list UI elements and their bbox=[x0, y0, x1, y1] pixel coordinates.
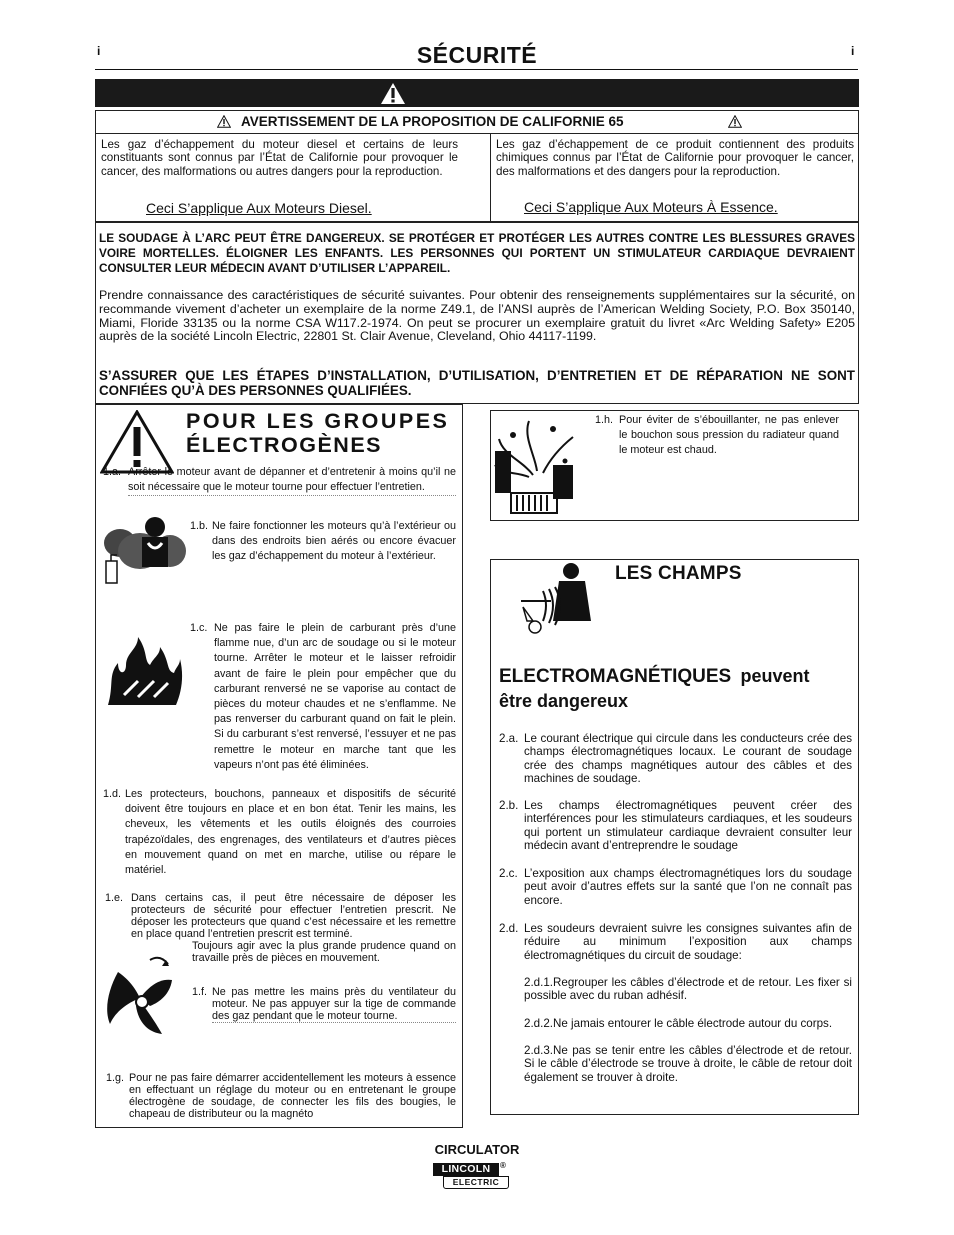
item-2a-number: 2.a. bbox=[499, 732, 519, 745]
item-2d3-text: 2.d.3.Ne pas se tenir entre les câbles d’électrode et de retour. Si le câble d’électrode se trouve à droite, le câble de retour doit également se trouver à droite. bbox=[524, 1044, 852, 1084]
hands-fan-icon bbox=[100, 950, 186, 1040]
radiator-steam-icon bbox=[493, 415, 579, 515]
prop65-heading: AVERTISSEMENT DE LA PROPOSITION DE CALIFORNIE 65 bbox=[241, 114, 624, 129]
qualified-persons-text: S’ASSURER QUE LES ÉTAPES D’INSTALLATION, D’UTILISATION, D’ENTRETIEN ET DE RÉPARATION NE SONT CONFIÉES QU’À DES PERSONNES QUALIFIÉES. bbox=[99, 368, 855, 398]
item-2c-text: L’exposition aux champs électromagnétiques lors du soudage peut avoir d’autres effets sur la santé que l’on ne connaît pas encore. bbox=[524, 867, 852, 907]
item-1d-number: 1.d. bbox=[103, 788, 122, 800]
prop65-divider bbox=[490, 133, 491, 221]
item-1h-number: 1.h. bbox=[595, 414, 614, 426]
prop65-box bbox=[95, 110, 859, 222]
emf-title-line2b: peuvent bbox=[740, 666, 810, 686]
warning-triangle-icon bbox=[380, 82, 406, 105]
general-warning-text: LE SOUDAGE À L’ARC PEUT ÊTRE DANGEREUX. SE PROTÉGER ET PROTÉGER LES AUTRES CONTRE LES BLESSURES GRAVES VOIRE MORTELLES. ÉLOIGNER LES ENFANTS. LES PERSONNES QUI PORTENT UN STIMULATEUR CARDIAQUE DEVRAIENT CONSULTER LEUR MÉDECIN AVANT D’UTILISER L’APPAREIL. bbox=[99, 231, 855, 275]
generators-title-line1: POUR LES GROUPES bbox=[186, 409, 450, 433]
item-1f-text: Ne pas mettre les mains près du ventilateur du moteur. Ne pas appuyer sur la tige de commande des gaz pendant que le moteur tourne. bbox=[212, 986, 456, 1022]
warning-triangle-icon bbox=[217, 115, 231, 128]
item-2d-number: 2.d. bbox=[499, 922, 519, 935]
warning-triangle-icon bbox=[728, 115, 742, 128]
emf-welder-icon bbox=[519, 561, 609, 637]
item-1e-caution: Toujours agir avec la plus grande prudence quand on travaille près de pièces en mouvement. bbox=[192, 940, 456, 964]
generators-title-line2: ÉLECTROGÈNES bbox=[186, 433, 382, 457]
prop65-gas-text: Les gaz d’échappement de ce produit contiennent des produits chimiques connus par l’État de Californie pour provoquer le cancer, des malformations et des dangers pour la reproduction. bbox=[496, 138, 854, 178]
logo-registered-mark: ® bbox=[500, 1161, 506, 1170]
prop65-diesel-text: Les gaz d’échappement du moteur diesel et certains de leurs constituants sont connus par l’État de Californie pour provoquer le cancer, des malformations ou autres dangers pour la reproduction. bbox=[101, 138, 458, 178]
item-1f-number: 1.f. bbox=[192, 986, 208, 998]
general-warning-box bbox=[95, 222, 859, 404]
generators-section bbox=[95, 404, 463, 1128]
item-2d2-text: 2.d.2.Ne jamais entourer le câble électrode autour du corps. bbox=[524, 1017, 833, 1030]
emf-title-line3: être dangereux bbox=[499, 691, 629, 711]
prop65-diesel-applies: Ceci S’applique Aux Moteurs Diesel. bbox=[146, 200, 372, 216]
item-2b-text: Les champs électromagnétiques peuvent créer des interférences pour les stimulateurs cardiaques, et les soudeurs qui portent un stimulateur cardiaque devraient consulter leur médecin avant d’entreprendre le soudage bbox=[524, 799, 852, 853]
prop65-gas-applies: Ceci S’applique Aux Moteurs À Essence. bbox=[524, 199, 778, 215]
page-number-left: i bbox=[97, 44, 101, 58]
item-2d1-text: 2.d.1.Regrouper les câbles d’électrode et de retour. Les fixer si possible avec du ruban adhésif. bbox=[524, 976, 852, 1003]
item-1d-text: Les protecteurs, bouchons, panneaux et dispositifs de sécurité doivent être toujours en place et en bon état. Tenir les mains, les cheveux, les vêtements et les outils éloignés des courroies trapézoïdales, des engrenages, des ventilateurs et d’autres pièces en mouvement quand on met en marche, utilise ou répare le matériel. bbox=[125, 788, 456, 877]
item-2a-text: Le courant électrique qui circule dans les conducteurs crée des champs électromagnétiques locaux. Le courant de soudage crée des champs magnétiques autour des câbles et des machines de soudage. bbox=[524, 732, 852, 786]
product-name: CIRCULATOR bbox=[434, 1142, 520, 1157]
page-number-right: i bbox=[851, 44, 855, 58]
item-2b-number: 2.b. bbox=[499, 799, 519, 812]
warning-banner bbox=[95, 79, 859, 107]
item-1h-text: Pour éviter de s’ébouillanter, ne pas enlever le bouchon sous pression du radiateur quand le moteur est chaud. bbox=[619, 414, 839, 457]
item-1b-text: Ne faire fonctionner les moteurs qu’à l’extérieur ou dans des endroits bien aérés ou encore évacuer les gaz d’échappement du moteur à l’extérieur. bbox=[212, 520, 456, 563]
item-1a-text: Arrêter le moteur avant de dépanner et d’entretenir à moins qu’il ne soit nécessaire que le moteur tourne pour effectuer l’entretien. bbox=[128, 465, 456, 496]
item-1g-number: 1.g. bbox=[106, 1072, 125, 1084]
fire-flame-icon bbox=[104, 635, 184, 707]
emf-title-line2a: ELECTROMAGNÉTIQUES bbox=[499, 666, 732, 687]
general-info-text: Prendre connaissance des caractéristiques de sécurité suivantes. Pour obtenir des renseignements supplémentaires sur la sécurité, on recommande vivement d’acheter un exemplaire de la norme Z49.1, de l’ANSI auprès de l’American Welding Society, P.O. Box 350140, Miami, Floride 33135 ou la norme CSA W117.2-1974. On peut se procurer un exemplaire gratuit du livret «Arc Welding Safety» E205 auprès de la société Lincoln Electric, 22801 St. Clair Avenue, Cleveland, Ohio 44117-1199. bbox=[99, 288, 855, 344]
prop65-heading-row bbox=[96, 111, 858, 134]
item-1e-text: Dans certains cas, il peut être nécessaire de déposer les protecteurs de sécurité pour effectuer l’entretien prescrit. Ne déposer les protecteurs que quand c’est nécessaire et les remettre en place quand l’entretien prescrit est terminé. bbox=[131, 892, 456, 940]
exhaust-fumes-icon bbox=[100, 513, 190, 595]
item-1g-text: Pour ne pas faire démarrer accidentellement les moteurs à essence en effectuant un réglage du moteur ou en entretenant le groupe électrogène de soudage, de connecter les fils des bougies, le chapeau de distributeur ou la magnéto bbox=[129, 1072, 456, 1120]
item-2d-text: Les soudeurs devraient suivre les consignes suivantes afin de réduire au minimum l’exposition aux champs électromagnétiques du circuit de soudage: bbox=[524, 922, 852, 962]
emf-title-line1: LES CHAMPS bbox=[615, 563, 742, 584]
emf-section bbox=[490, 559, 859, 1115]
item-2c-number: 2.c. bbox=[499, 867, 518, 880]
logo-bottom: ELECTRIC bbox=[443, 1176, 509, 1189]
lincoln-electric-logo bbox=[433, 1163, 509, 1189]
item-1c-text: Ne pas faire le plein de carburant près d’une flamme nue, d’un arc de soudage ou si le moteur tourne. Arrêter le moteur et le laisser refroidir avant de faire le plein pour empêcher que du carburant renversé ne se vaporise au contact de pièces du moteur chaudes et ne s’enflamme. Ne pas renverser du carburant quand on fait le plein. Si du carburant s’est renversé, l’essuyer et ne pas remettre le moteur en marche tant que les vapeurs n’ont pas été éliminées. bbox=[214, 622, 456, 771]
item-1b-number: 1.b. bbox=[190, 520, 209, 532]
item-1a-number: 1.a. bbox=[103, 466, 122, 478]
radiator-section bbox=[490, 410, 859, 521]
title-rule bbox=[95, 69, 858, 70]
item-1c-number: 1.c. bbox=[190, 622, 208, 634]
item-1e-number: 1.e. bbox=[105, 892, 124, 904]
logo-top: LINCOLN bbox=[433, 1163, 499, 1176]
page-title: SÉCURITÉ bbox=[416, 42, 538, 68]
emf-title-line2 bbox=[499, 666, 810, 688]
